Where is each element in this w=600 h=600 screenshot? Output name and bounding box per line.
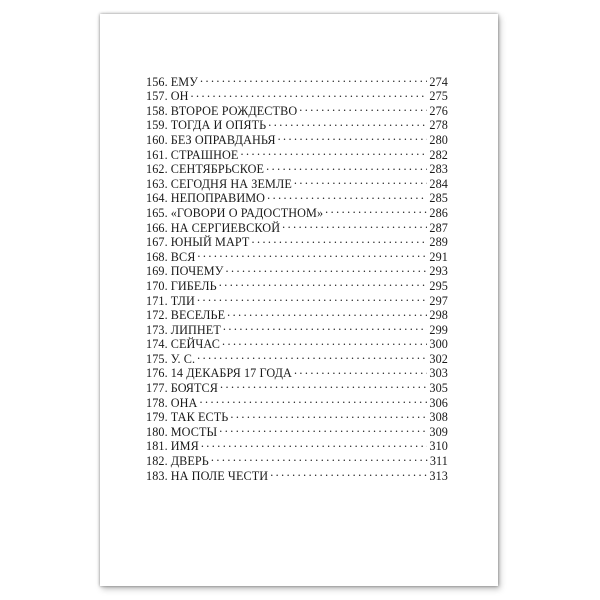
toc-entry-title: СЕЙЧАС <box>170 337 220 352</box>
toc-entry-title: ЛИПНЕТ <box>170 322 221 337</box>
toc-entry-number: 177. <box>146 381 168 396</box>
dot-leader <box>222 334 427 349</box>
dot-leader <box>197 290 427 305</box>
toc-entry-number: 183. <box>146 468 168 483</box>
toc-entry-title: «ГОВОРИ О РАДОСТНОМ» <box>170 205 324 220</box>
dot-leader <box>251 232 427 247</box>
toc-entry-page: 274 <box>429 74 448 89</box>
toc-entry-page: 280 <box>429 132 448 147</box>
toc-entry-number: 180. <box>146 424 168 439</box>
toc-entry-page: 285 <box>429 191 448 206</box>
toc-entry-number: 156. <box>146 74 168 89</box>
toc-entry-page: 291 <box>429 249 448 264</box>
toc-entry-title: НЕПОПРАВИМО <box>170 191 266 206</box>
toc-entry-page: 313 <box>429 468 448 483</box>
toc-entry-title: НА ПОЛЕ ЧЕСТИ <box>170 468 269 483</box>
toc-entry-title: ИМЯ <box>170 439 199 454</box>
toc-entry-page: 298 <box>429 308 448 323</box>
toc-entry-page: 303 <box>429 366 448 381</box>
dot-leader <box>225 261 427 276</box>
toc-entry-page: 308 <box>429 410 448 425</box>
toc-entry-number: 162. <box>146 162 168 177</box>
dot-leader <box>270 465 427 480</box>
dot-leader <box>299 100 427 115</box>
dot-leader <box>240 144 427 159</box>
toc-entry-number: 159. <box>146 118 168 133</box>
toc-entry-number: 172. <box>146 308 168 323</box>
toc-entry-title: ВСЯ <box>170 249 196 264</box>
toc-entry-title: ТЛИ <box>170 293 195 308</box>
dot-leader <box>325 202 427 217</box>
toc-entry-page: 275 <box>429 89 448 104</box>
toc-entry-page: 305 <box>429 381 448 396</box>
toc-entry-page: 311 <box>429 454 448 469</box>
toc-entry <box>146 100 448 118</box>
toc-entry-title: СЕГОДНЯ НА ЗЕМЛЕ <box>170 176 292 191</box>
toc-entry-title: СЕНТЯБРЬСКОЕ <box>170 162 265 177</box>
toc-entry-number: 164. <box>146 191 168 206</box>
toc-entry-number: 167. <box>146 235 168 250</box>
toc-entry-page: 283 <box>429 162 448 177</box>
toc-entry-title: ТОГДА И ОПЯТЬ <box>170 118 267 133</box>
dot-leader <box>220 377 427 392</box>
toc-entry-number: 173. <box>146 322 168 337</box>
toc-entry-title: 14 ДЕКАБРЯ 17 ГОДА <box>170 366 292 381</box>
dot-leader <box>219 275 428 290</box>
toc-entry-number: 163. <box>146 176 168 191</box>
toc-entry-number: 165. <box>146 205 168 220</box>
toc-entry-page: 297 <box>429 293 448 308</box>
toc-entry-number: 161. <box>146 147 168 162</box>
dot-leader <box>191 86 428 101</box>
toc-entry-number: 160. <box>146 132 168 147</box>
toc-entry-title: ПОЧЕМУ <box>170 264 224 279</box>
toc-entry-number: 170. <box>146 278 168 293</box>
toc-entry-page: 284 <box>429 176 448 191</box>
toc-entry-page: 278 <box>429 118 448 133</box>
toc-entry-title: НА СЕРГИЕВСКОЙ <box>170 220 281 235</box>
toc-entry-number: 171. <box>146 293 168 308</box>
toc-entry-title: СТРАШНОЕ <box>170 147 239 162</box>
dot-leader <box>201 436 428 451</box>
toc-entry <box>146 71 448 89</box>
dot-leader <box>230 407 427 422</box>
book-page <box>100 14 498 586</box>
dot-leader <box>219 421 427 436</box>
toc-entry <box>146 86 448 104</box>
dot-leader <box>227 305 427 320</box>
dot-leader <box>282 217 427 232</box>
toc-entry-number: 175. <box>146 351 168 366</box>
dot-leader <box>223 319 428 334</box>
dot-leader <box>200 71 427 86</box>
toc-entry-title: ВТОРОЕ РОЖДЕСТВО <box>170 103 298 118</box>
toc-entry-number: 158. <box>146 103 168 118</box>
toc-entry-title: ДВЕРЬ <box>170 454 209 469</box>
toc-entry-title: ТАК ЕСТЬ <box>170 410 229 425</box>
toc-entry-title: ОН <box>170 89 189 104</box>
toc-entry-number: 157. <box>146 89 168 104</box>
dot-leader <box>197 348 427 363</box>
toc-entry-page: 300 <box>429 337 448 352</box>
dot-leader <box>197 246 427 261</box>
toc-entry-page: 276 <box>429 103 448 118</box>
dot-leader <box>278 129 428 144</box>
dot-leader <box>294 363 427 378</box>
toc-entry-page: 282 <box>429 147 448 162</box>
toc-entry-page: 286 <box>429 205 448 220</box>
dot-leader <box>211 450 428 465</box>
table-of-contents <box>146 71 448 483</box>
toc-entry-page: 306 <box>429 395 448 410</box>
dot-leader <box>294 173 428 188</box>
dot-leader <box>268 115 427 130</box>
toc-entry-number: 179. <box>146 410 168 425</box>
toc-entry-page: 293 <box>429 264 448 279</box>
toc-entry-number: 182. <box>146 454 168 469</box>
toc-entry-number: 178. <box>146 395 168 410</box>
toc-entry-title: У. С. <box>170 351 196 366</box>
toc-entry-title: ОНА <box>170 395 198 410</box>
dot-leader <box>266 159 427 174</box>
toc-entry-number: 166. <box>146 220 168 235</box>
toc-entry-page: 310 <box>429 439 448 454</box>
toc-entry-page: 287 <box>429 220 448 235</box>
toc-entry-number: 176. <box>146 366 168 381</box>
toc-entry-title: ЕМУ <box>170 74 198 89</box>
toc-entry-number: 169. <box>146 264 168 279</box>
toc-entry-title: ГИБЕЛЬ <box>170 278 217 293</box>
dot-leader <box>267 188 427 203</box>
toc-entry-number: 174. <box>146 337 168 352</box>
toc-entry-page: 309 <box>429 424 448 439</box>
toc-entry-page: 289 <box>429 235 448 250</box>
toc-entry-title: ВЕСЕЛЬЕ <box>170 308 226 323</box>
toc-entry-number: 181. <box>146 439 168 454</box>
dot-leader <box>199 392 427 407</box>
toc-entry-page: 299 <box>429 322 448 337</box>
toc-entry-page: 295 <box>429 278 448 293</box>
toc-entry-number: 168. <box>146 249 168 264</box>
toc-entry-title: МОСТЫ <box>170 424 218 439</box>
toc-entry-title: БОЯТСЯ <box>170 381 219 396</box>
toc-entry-page: 302 <box>429 351 448 366</box>
toc-entry-title: БЕЗ ОПРАВДАНЬЯ <box>170 132 276 147</box>
toc-entry-title: ЮНЫЙ МАРТ <box>170 235 250 250</box>
